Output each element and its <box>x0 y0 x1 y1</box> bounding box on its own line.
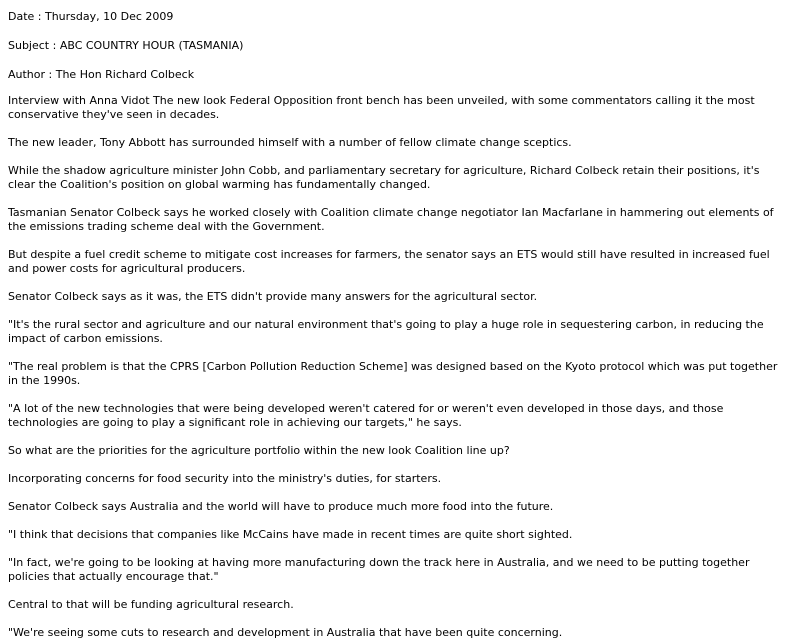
paragraph: "It's the rural sector and agriculture and our natural environment that's going to play a huge role in sequestering carbon, in reducing the impact of carbon emissions. <box>8 318 764 345</box>
paragraph: Senator Colbeck says as it was, the ETS didn't provide many answers for the agricultural sector. <box>8 290 538 303</box>
paragraph: Tasmanian Senator Colbeck says he worked closely with Coalition climate change negotiator Ian Macfarlane in hammering out elements of the emissions trading scheme deal with the Government. <box>8 206 774 233</box>
paragraph: While the shadow agriculture minister John Cobb, and parliamentary secretary for agriculture, Richard Colbeck retain their positions, it's clear the Coalition's position on global warming has fundamentally changed. <box>8 164 760 191</box>
date-line: Date : Thursday, 10 Dec 2009 <box>8 10 174 23</box>
subject-line: Subject : ABC COUNTRY HOUR (TASMANIA) <box>8 39 244 52</box>
paragraph: But despite a fuel credit scheme to mitigate cost increases for farmers, the senator says an ETS would still have resulted in increased fuel and power costs for agricultural producers. <box>8 248 770 275</box>
paragraph: "I think that decisions that companies like McCains have made in recent times are quite short sighted. <box>8 528 573 541</box>
paragraph: Central to that will be funding agricultural research. <box>8 598 294 611</box>
paragraph: "The real problem is that the CPRS [Carbon Pollution Reduction Scheme] was designed based on the Kyoto protocol which was put together in the 1990s. <box>8 360 778 387</box>
paragraph: So what are the priorities for the agriculture portfolio within the new look Coalition line up? <box>8 444 510 457</box>
paragraph: The new leader, Tony Abbott has surrounded himself with a number of fellow climate change sceptics. <box>8 136 572 149</box>
paragraph: "A lot of the new technologies that were being developed weren't catered for or weren't even developed in those days, and those technologies are going to play a significant role in achieving our targets," he says. <box>8 402 724 429</box>
author-line: Author : The Hon Richard Colbeck <box>8 68 195 81</box>
paragraph: "In fact, we're going to be looking at having more manufacturing down the track here in Australia, and we need to be putting together policies that actually encourage that." <box>8 556 750 583</box>
paragraph: Interview with Anna Vidot The new look Federal Opposition front bench has been unveiled, with some commentators calling it the most conservative they've seen in decades. <box>8 94 755 121</box>
paragraph: "We're seeing some cuts to research and development in Australia that have been quite concerning. <box>8 626 563 639</box>
paragraph: Senator Colbeck says Australia and the world will have to produce much more food into the future. <box>8 500 554 513</box>
paragraph: Incorporating concerns for food security into the ministry's duties, for starters. <box>8 472 442 485</box>
